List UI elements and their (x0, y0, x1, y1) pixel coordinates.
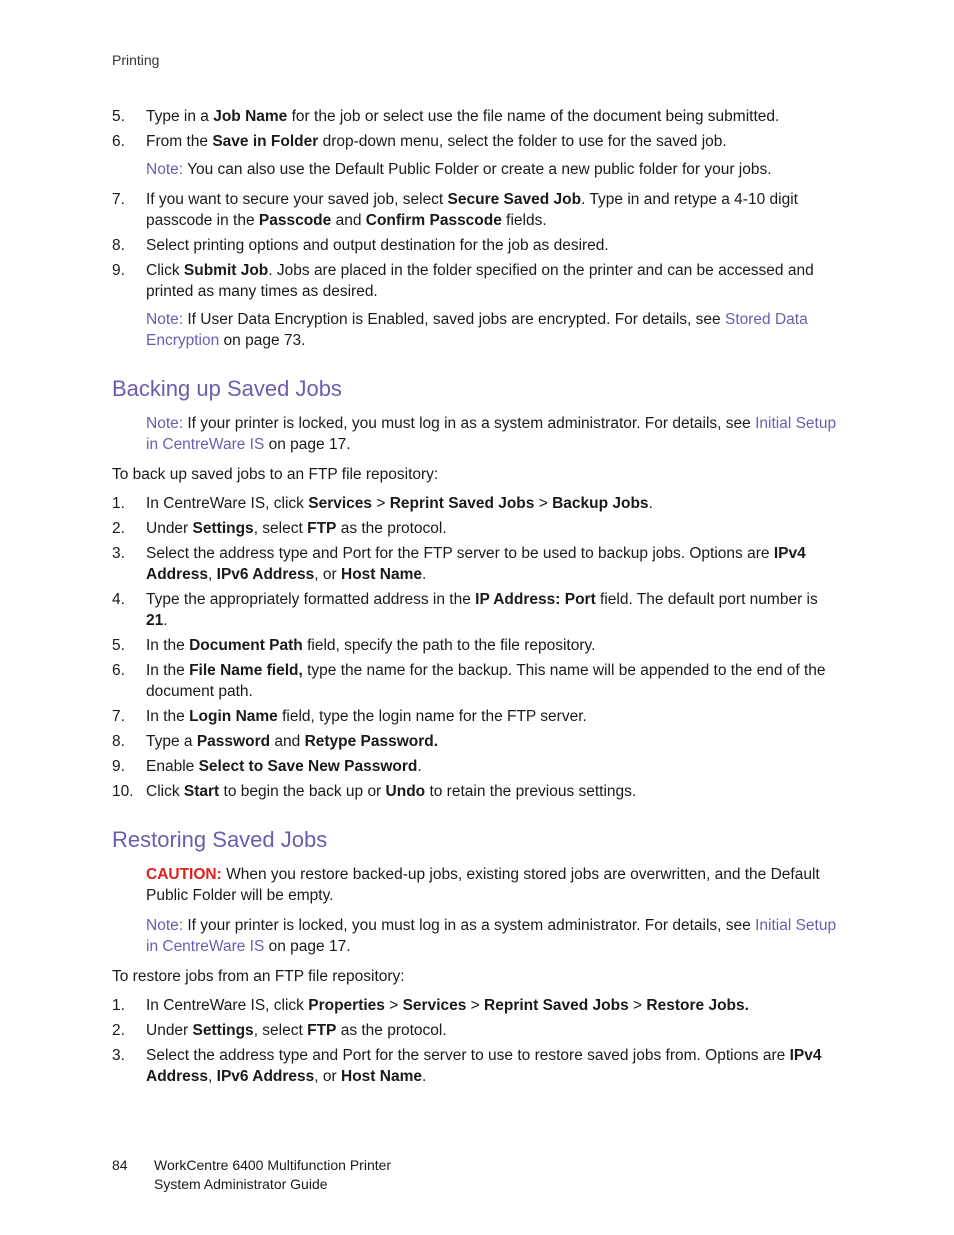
step-text-part: , (208, 1068, 217, 1085)
step-number: 1. (112, 495, 125, 512)
step-text (146, 731, 842, 752)
step-text (146, 235, 842, 256)
step-text-part: Click (146, 783, 184, 800)
step-bold-term: IPv6 Address (216, 566, 315, 583)
step-text (146, 1020, 842, 1041)
step-bold-term: Save in Folder (212, 133, 319, 150)
step-text-part: Click (146, 262, 184, 279)
list-item (112, 235, 842, 256)
step-text-part: Under (146, 1022, 193, 1039)
step-text-part: > (384, 997, 403, 1014)
list-item (112, 781, 842, 802)
step-bold-term: Submit Job (183, 262, 269, 279)
step-number: 5. (112, 108, 125, 125)
step-number: 7. (112, 191, 125, 208)
restore-intro: To restore jobs from an FTP file repository: (112, 968, 405, 985)
step-text-part: . Jobs are placed in the folder specified on the printer and can be accessed and printed as many times as desired. (146, 262, 814, 300)
note-label: Note: (146, 917, 184, 934)
step-text-part: > (534, 495, 553, 512)
link-initial-setup[interactable]: Initial Setup in CentreWare IS (146, 917, 837, 955)
step-text (146, 660, 842, 702)
list-item (112, 589, 842, 631)
step-number: 6. (112, 662, 125, 679)
step-number: 1. (112, 997, 125, 1014)
steps-list-a (112, 106, 842, 152)
step-number: 2. (112, 520, 125, 537)
step-number: 6. (112, 133, 125, 150)
step-text-part: field, type the login name for the FTP server. (277, 708, 587, 725)
list-item (112, 518, 842, 539)
step-text-part: , or (314, 566, 341, 583)
footer-product: WorkCentre 6400 Multifunction Printer (154, 1157, 392, 1173)
step-bold-term: Services (308, 495, 373, 512)
step-bold-term: Undo (385, 783, 426, 800)
step-bold-term: IP Address: Port (475, 591, 596, 608)
step-number: 9. (112, 758, 125, 775)
step-text-part: . (417, 758, 422, 775)
step-bold-term: Backup Jobs (552, 495, 649, 512)
step-bold-term: Settings (192, 520, 254, 537)
step-bold-term: FTP (307, 1022, 337, 1039)
step-number: 3. (112, 545, 125, 562)
step-bold-term: Start (183, 783, 220, 800)
step-bold-term: Services (402, 997, 467, 1014)
step-text-part: In CentreWare IS, click (146, 997, 309, 1014)
step-text-part: Type in a (146, 108, 214, 125)
note-tail: on page 17. (264, 938, 351, 955)
step-number: 9. (112, 262, 125, 279)
step-text-part: In the (146, 662, 190, 679)
step-text-part: Select the address type and Port for the FTP server to be used to backup jobs. Options are (146, 545, 774, 562)
step-text-part: Under (146, 520, 193, 537)
list-item (112, 706, 842, 727)
footer-guide: System Administrator Guide (154, 1176, 328, 1192)
note-encryption (146, 309, 842, 351)
step-bold-term: Settings (192, 1022, 254, 1039)
step-text-part: as the protocol. (336, 520, 447, 537)
note-label: Note: (146, 415, 184, 432)
step-number: 8. (112, 237, 125, 254)
link-stored-data-encryption[interactable]: Stored Data Encryption (146, 311, 808, 349)
step-bold-term: Confirm Passcode (365, 212, 502, 229)
list-item (112, 731, 842, 752)
step-text (146, 131, 842, 152)
backup-steps-list (112, 493, 842, 802)
heading-restoring-saved-jobs: Restoring Saved Jobs (112, 827, 328, 852)
list-item (112, 260, 842, 302)
step-text-part: If you want to secure your saved job, select (146, 191, 448, 208)
list-item (112, 756, 842, 777)
list-item (112, 1045, 842, 1087)
step-bold-term: Reprint Saved Jobs (484, 997, 629, 1014)
caution-overwrite (146, 864, 842, 906)
step-bold-term: IPv6 Address (216, 1068, 315, 1085)
note-locked-printer (146, 413, 842, 455)
step-bold-term: IPv4 Address (146, 545, 806, 583)
page-number: 84 (112, 1157, 128, 1173)
step-text (146, 493, 842, 514)
step-bold-term: Host Name (341, 1068, 422, 1085)
steps-list-b (112, 189, 842, 302)
note-text: If User Data Encryption is Enabled, saved jobs are encrypted. For details, see (183, 311, 725, 328)
list-item (112, 131, 842, 152)
step-text-part: field. The default port number is (595, 591, 818, 608)
note-text: You can also use the Default Public Folder or create a new public folder for your jobs. (183, 161, 772, 178)
note-tail: on page 73. (219, 332, 306, 349)
step-number: 2. (112, 1022, 125, 1039)
note-tail: on page 17. (264, 436, 351, 453)
step-text (146, 518, 842, 539)
restore-steps-list (112, 995, 842, 1087)
page-content (112, 106, 842, 1091)
step-text-part: and (331, 212, 366, 229)
step-text (146, 706, 842, 727)
step-bold-term: Restore Jobs. (646, 997, 749, 1014)
step-text-part: In the (146, 637, 190, 654)
list-item (112, 660, 842, 702)
step-text-part: . Type in and retype a 4-10 digit passcode in the (146, 191, 798, 229)
step-text-part: > (372, 495, 390, 512)
step-text-part: fields. (501, 212, 547, 229)
step-text (146, 635, 842, 656)
footer-title (154, 1156, 391, 1194)
step-bold-term: IPv4 Address (146, 1047, 822, 1085)
step-text-part: In CentreWare IS, click (146, 495, 309, 512)
list-item (112, 106, 842, 127)
caution-text: When you restore backed-up jobs, existing stored jobs are overwritten, and the Default Public Folder will be empty. (146, 866, 820, 904)
step-text-part: Type the appropriately formatted address in the (146, 591, 476, 608)
list-item (112, 995, 842, 1016)
step-text-part: > (628, 997, 647, 1014)
step-bold-term: Select to Save New Password (198, 758, 418, 775)
note-text: If your printer is locked, you must log in as a system administrator. For details, see (183, 415, 756, 432)
step-bold-term: File Name field, (189, 662, 303, 679)
step-bold-term: Document Path (189, 637, 303, 654)
note-label: Note: (146, 311, 184, 328)
step-text-part: . (648, 495, 653, 512)
step-bold-term: Properties (308, 997, 385, 1014)
step-bold-term: Login Name (189, 708, 278, 725)
step-text-part: From the (146, 133, 213, 150)
step-bold-term: Passcode (258, 212, 332, 229)
step-text-part: type the name for the backup. This name will be appended to the end of the document path. (146, 662, 826, 700)
list-item (112, 543, 842, 585)
step-bold-term: Secure Saved Job (447, 191, 582, 208)
step-number: 8. (112, 733, 125, 750)
note-text: If your printer is locked, you must log in as a system administrator. For details, see (183, 917, 756, 934)
note-label: Note: (146, 161, 184, 178)
step-text-part: to begin the back up or (219, 783, 386, 800)
step-bold-term: Host Name (341, 566, 422, 583)
step-text (146, 106, 842, 127)
list-item (112, 189, 842, 231)
list-item (112, 635, 842, 656)
step-text-part: . (421, 566, 427, 583)
step-text (146, 543, 842, 585)
step-text-part: , (208, 566, 217, 583)
step-number: 4. (112, 591, 125, 608)
step-bold-term: Reprint Saved Jobs (389, 495, 535, 512)
list-item (112, 1020, 842, 1041)
note-locked-printer-restore (146, 915, 842, 957)
backup-intro: To back up saved jobs to an FTP file repository: (112, 466, 439, 483)
step-text (146, 995, 842, 1016)
caution-label: CAUTION: (146, 866, 222, 883)
step-bold-term: Retype Password. (304, 733, 439, 750)
step-text-part: , select (253, 1022, 308, 1039)
step-text-part: Enable (146, 758, 199, 775)
page-footer (112, 1156, 391, 1194)
step-text-part: Select the address type and Port for the server to use to restore saved jobs from. Options are (146, 1047, 790, 1064)
step-text (146, 1045, 842, 1087)
step-text (146, 756, 842, 777)
step-bold-term: Job Name (213, 108, 288, 125)
running-header: Printing (112, 52, 160, 68)
step-number: 10. (112, 783, 134, 800)
step-text-part: Type a (146, 733, 197, 750)
note-default-folder (146, 159, 842, 180)
step-number: 7. (112, 708, 125, 725)
step-text-part: field, specify the path to the file repository. (302, 637, 596, 654)
step-text-part: In the (146, 708, 190, 725)
step-text-part: for the job or select use the file name of the document being submitted. (287, 108, 780, 125)
step-text-part: to retain the previous settings. (425, 783, 637, 800)
step-text-part: and (270, 733, 305, 750)
step-text-part: as the protocol. (336, 1022, 447, 1039)
step-bold-term: FTP (307, 520, 337, 537)
heading-backing-up-saved-jobs: Backing up Saved Jobs (112, 376, 342, 401)
list-item (112, 493, 842, 514)
step-text-part: . (421, 1068, 427, 1085)
step-text (146, 189, 842, 231)
step-bold-term: 21 (146, 612, 164, 629)
step-text-part: drop-down menu, select the folder to use for the saved job. (318, 133, 727, 150)
step-number: 5. (112, 637, 125, 654)
link-initial-setup[interactable]: Initial Setup in CentreWare IS (146, 415, 837, 453)
step-text (146, 260, 842, 302)
step-number: 3. (112, 1047, 125, 1064)
step-text (146, 589, 842, 631)
step-bold-term: Password (196, 733, 271, 750)
step-text (146, 781, 842, 802)
step-text-part: . (163, 612, 168, 629)
step-text-part: > (466, 997, 485, 1014)
step-text-part: , select (253, 520, 308, 537)
step-text-part: Select printing options and output destination for the job as desired. (146, 237, 609, 254)
step-text-part: , or (314, 1068, 341, 1085)
